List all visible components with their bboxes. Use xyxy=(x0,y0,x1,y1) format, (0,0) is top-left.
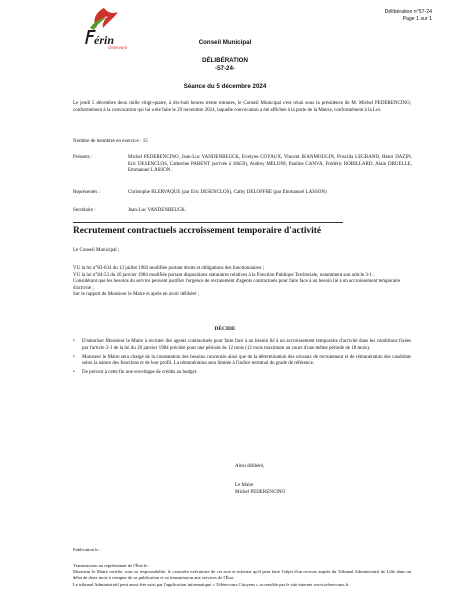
doc-number: -57-24- xyxy=(215,65,235,72)
decision-item xyxy=(73,355,411,368)
represented-label: Représentés : xyxy=(73,190,100,195)
seance-date: Séance du 5 décembre 2024 xyxy=(183,83,267,90)
org-heading: Conseil Municipal xyxy=(198,39,252,46)
mayor-title: Le Maire xyxy=(235,483,254,488)
decision-item xyxy=(73,370,411,377)
intro-paragraph: Le jeudi 5 décembre deux mille vingt-quatre, à dix-huit heures trente minutes, le Conseil Municipal s'est réuni sous la présidence de M. Michel PEDERENCINO, conformément à la convocation qui lui a été faite le 29 novembre 2024, laquelle convocation a été affichée à la porte de la Mairie, conformément à la Loi. xyxy=(73,101,411,113)
legal-reference-item: VU la loi n°83-634 du 13 juillet 1983 modifiée portant droits et obligations des fonctionnaires ; xyxy=(73,266,264,271)
presents-label: Présents : xyxy=(73,155,93,160)
doc-type-heading: DÉLIBÉRATION xyxy=(202,57,248,64)
delib-number: Délibération n°57-24 xyxy=(384,9,432,15)
title-divider xyxy=(73,222,343,223)
page-indicator: Page 1 sur 1 xyxy=(402,15,432,22)
legal-reference-item: Considérant que les besoins du service peuvent justifier l'urgence de recrutement d'agents contractuels pour faire face à un besoin lié à un accroissement temporaire d'activité ; xyxy=(73,279,401,291)
mayor-name: Michel PEDERENCINO xyxy=(235,490,286,495)
bullet-icon: • xyxy=(73,370,75,376)
legal-references xyxy=(73,266,411,299)
secretary-name: Jean-Luc VANDENBEUCK. xyxy=(128,208,187,213)
bullet-icon: • xyxy=(73,339,75,344)
presents-list: Michel PEDERENCINO, Jean-Luc VANDENBEUCK, Evelyne COYAUX, Vincent JEANMOUGIN, Priscilla LEGRAND, Henri DAZIN, Eric DESENCLOS, Catherine PARENT (arrivée à 18h59), Audrey MELONI, Pauline CANVA, Frédéric ROBILLARD, Alain DRUELLE, Emmanuel LASSON. xyxy=(128,155,412,174)
delib-number-block xyxy=(385,9,432,22)
ainsi-delibere: Ainsi délibéré, xyxy=(235,464,265,469)
legal-reference-item: Sur le rapport de Monsieur le Maire et après en avoir délibéré ; xyxy=(73,292,200,298)
represented-list: Christophe BLERVAQUE (par Eric DESENCLOS), Cathy DELOFFRE (par Emmanuel LASSON) xyxy=(128,190,327,195)
logo-subtext: Ostrevant xyxy=(108,45,128,50)
legal-footer: Transmission au représentant de l'État le : Monsieur le Maire certifie, sous sa responsabilité, le caractère exécutoire de cet acte et informe qu'il peut faire l'objet d'un recours auprès du Tribunal Administratif de Lille dans un délai de deux mois à compter de sa publication et sa transmission aux services de l'État. Le tribunal Administratif peut aussi être saisi par l'application informatique « Télérecours Citoyens » accessible par le site internet www.telerecours.fr xyxy=(73,563,411,587)
decide-heading: DÉCIDE xyxy=(214,326,236,332)
svg-text:érin: érin xyxy=(94,33,115,47)
decision-item xyxy=(73,339,411,352)
decision-text: De prévoir à cette fin une enveloppe de crédits au budget. xyxy=(82,370,198,376)
council-preamble: Le Conseil Municipal ; xyxy=(73,248,120,253)
secretary-label: Secrétaire : xyxy=(73,208,96,213)
bullet-icon: • xyxy=(73,354,75,360)
deliberation-title: Recrutement contractuels accroissement temporaire d'activité xyxy=(73,226,322,236)
decision-text: Monsieur le Maire sera chargé de la constatation des besoins concernés ainsi que de la détermination des niveaux de recrutement et de rémunération des candidats selon la nature des fonctions et de leur profil. La rémunération sera limitée à l'indice terminal du grade de référence. xyxy=(82,354,411,367)
members-count: Nombre de membres en exercice : 15 xyxy=(73,139,148,144)
legal-reference-item: VU la loi n°84-53 du 26 janvier 1984 modifiée portant dispositions statutaires relatives à la Fonction Publique Territoriale, notamment son article 3-1 ; xyxy=(73,272,375,278)
publication-date-label: Publication le : xyxy=(73,547,101,552)
ferin-logo xyxy=(74,4,134,54)
decision-list xyxy=(73,339,411,379)
decision-text: D'autoriser Monsieur le Maire à recruter des agents contractuels pour faire face à un besoin lié à un accroissement temporaire d'activité dans les conditions fixées par l'article 3-1 de la loi du 26 janvier 1984 précitée pour une période de 12 mois (12 mois maximum au cours d'une même période de 18 mois). xyxy=(82,339,411,351)
